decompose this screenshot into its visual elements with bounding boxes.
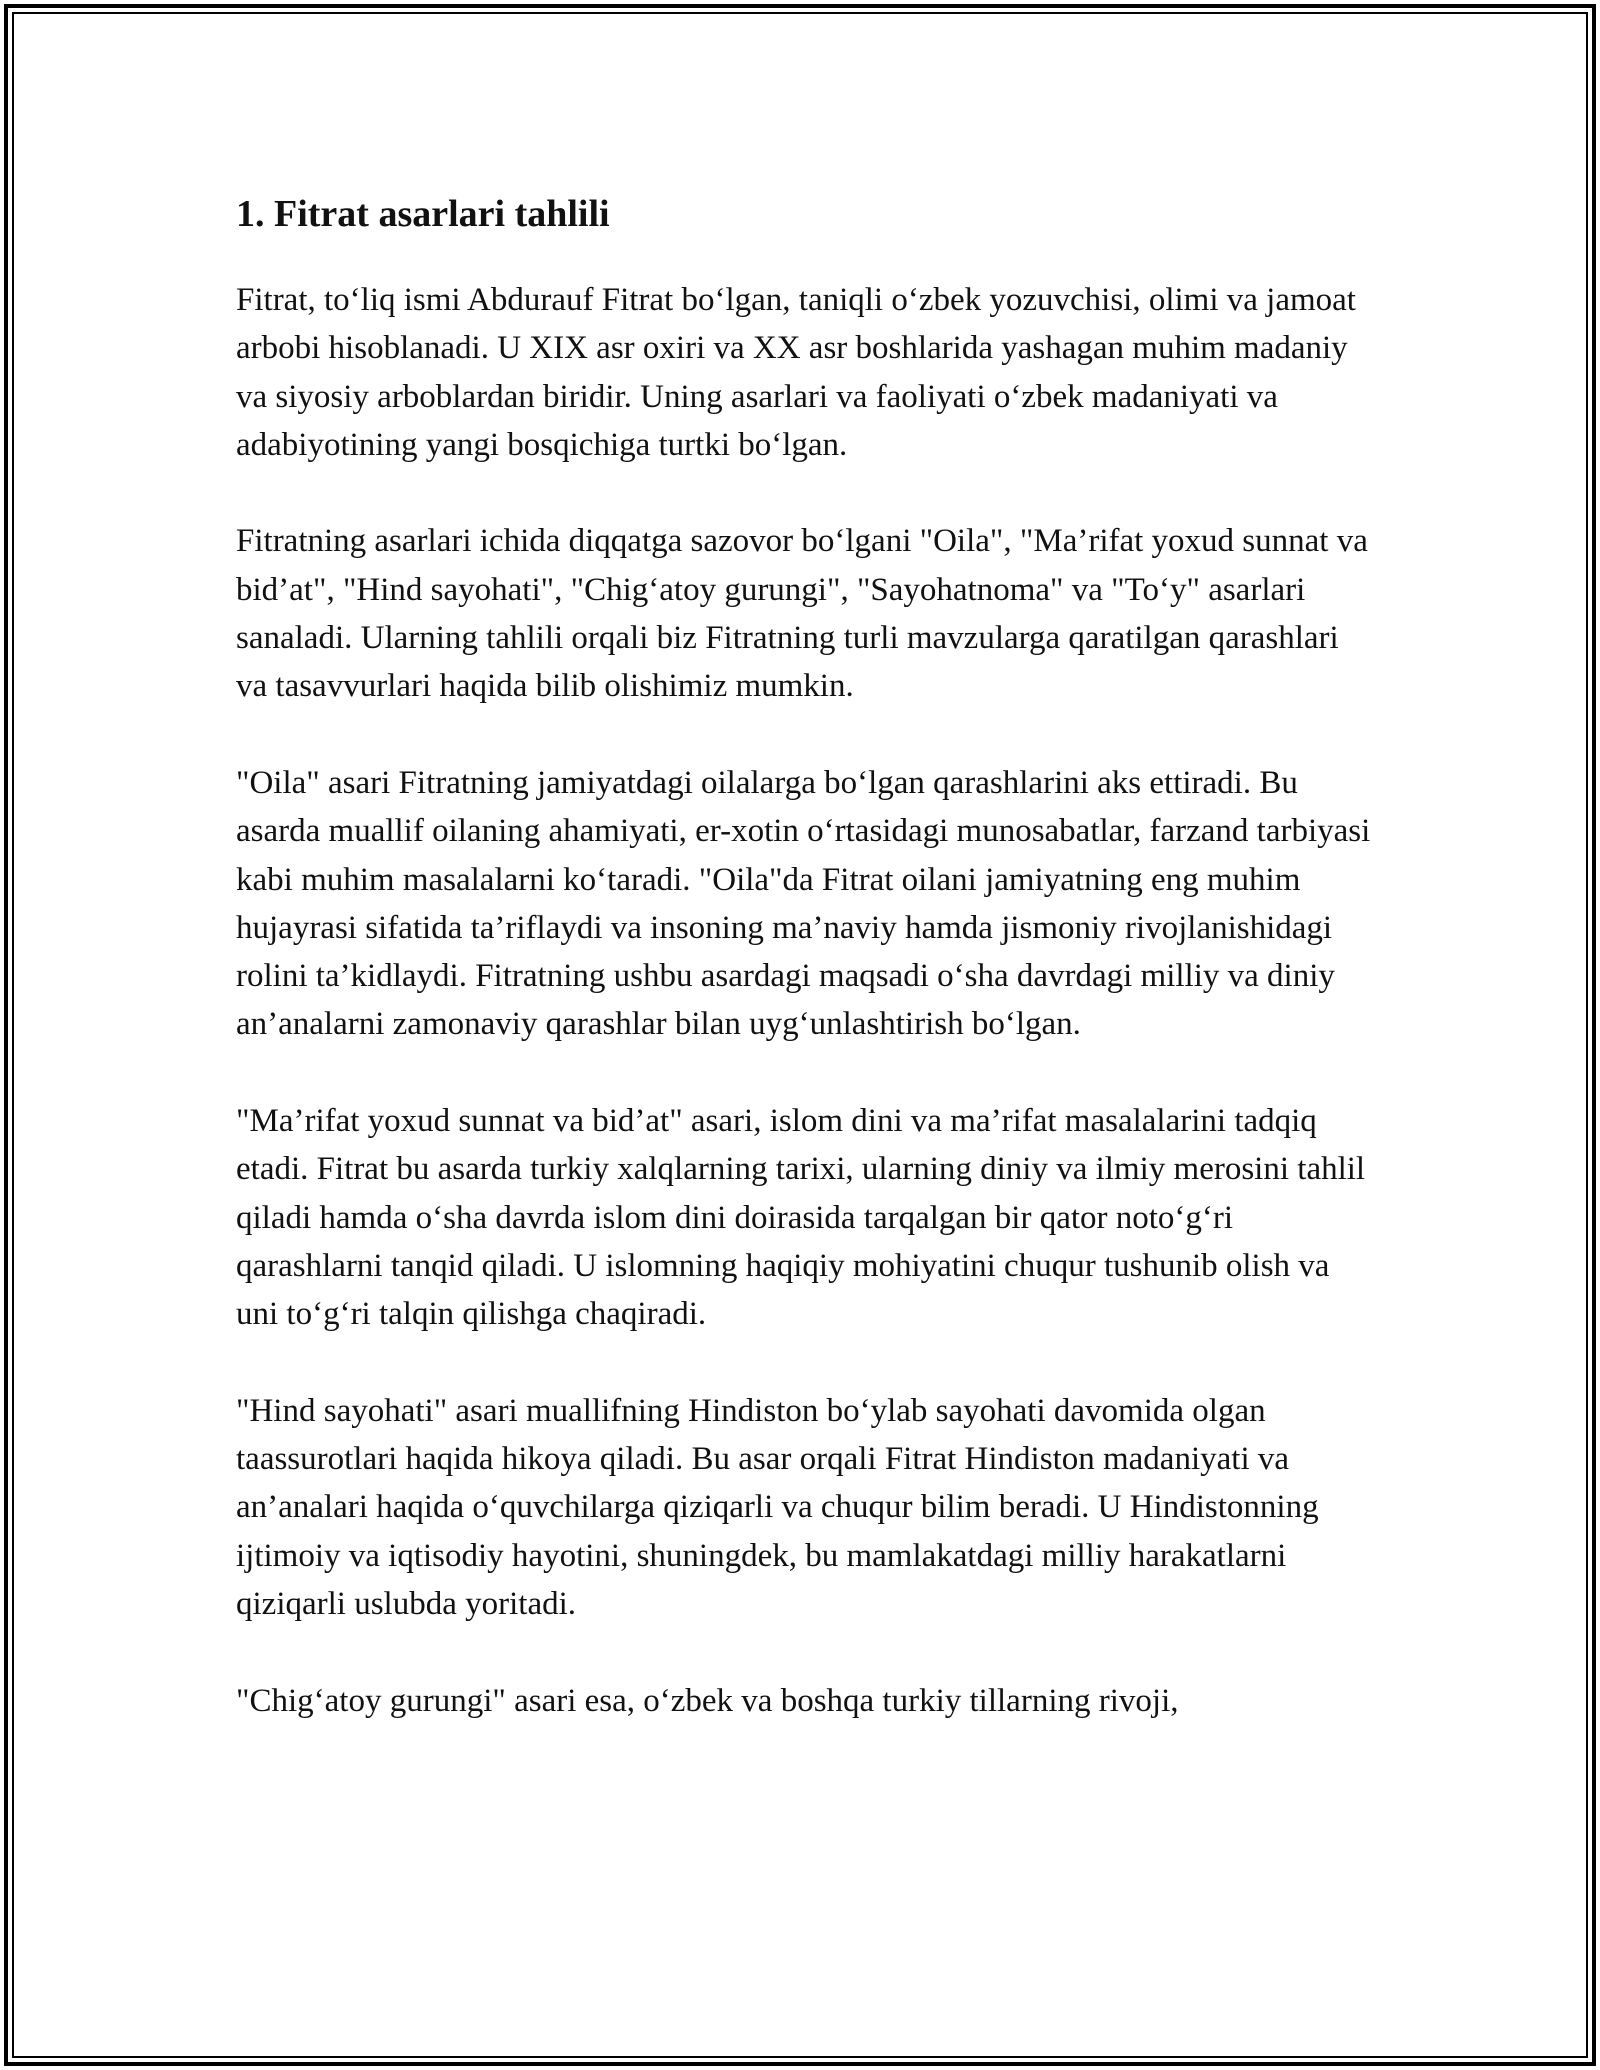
paragraph-works-list: Fitratning asarlari ichida diqqatga sazovor bo‘lgani "Oila", "Ma’rifat yoxud sunnat va bid’at", "Hind sayohati", "Chig‘atoy gurungi", "Sayohatnoma" va "To‘y" asarlari sanaladi. Ularning tahlili orqali biz Fitratning turli mavzularga qaratilgan qarashlari va tasavvurlari haqida bilib olishimiz mumkin. (236, 523, 1368, 705)
paragraph-marifat: "Ma’rifat yoxud sunnat va bid’at" asari, islom dini va ma’rifat masalalarini tadqiq etadi. Fitrat bu asarda turkiy xalqlarning tarixi, ularning diniy va ilmiy merosini tahlil qiladi hamda o‘sha davrda islom dini doirasida tarqalgan bir qator noto‘g‘ri qarashlarni tanqid qiladi. U islomning haqiqiy mohiyatini chuqur tushunib olish va uni to‘g‘ri talqin qilishga chaqiradi. (236, 1103, 1366, 1333)
paragraph-hind-sayohati: "Hind sayohati" asari muallifning Hindiston bo‘ylab sayohati davomida olgan taassurotlari haqida hikoya qiladi. Bu asar orqali Fitrat Hindiston madaniyati va an’analari haqida o‘quvchilarga qiziqarli va chuqur bilim beradi. U Hindistonning ijtimoiy va iqtisodiy hayotini, shuningdek, bu mamlakatdagi milliy harakatlarni qiziqarli uslubda yoritadi. (236, 1392, 1319, 1623)
paragraph-intro: Fitrat, to‘liq ismi Abdurauf Fitrat bo‘lgan, taniqli o‘zbek yozuvchisi, olimi va jamoat arbobi hisoblanadi. U XIX asr oxiri va XX asr boshlarida yashagan muhim madaniy va siyosiy arboblardan biridir. Uning asarlari va faoliyati o‘zbek madaniyati va adabiyotining yangi bosqichiga turtki bo‘lgan. (236, 282, 1356, 463)
document-body (236, 186, 1376, 1725)
paragraph-oila: "Oila" asari Fitratning jamiyatdagi oilalarga bo‘lgan qarashlarini aks ettiradi. Bu asarda muallif oilaning ahamiyati, er-xotin o‘rtasidagi munosabatlar, farzand tarbiyasi kabi muhim masalalarni ko‘taradi. "Oila"da Fitrat oilani jamiyatning eng muhim hujayrasi sifatida ta’riflaydi va insoning ma’naviy hamda jismoniy rivojlanishidagi rolini ta’kidlaydi. Fitratning ushbu asardagi maqsadi o‘sha davrdagi milliy va diniy an’analarni zamonaviy qarashlar bilan uyg‘unlashtirish bo‘lgan. (236, 764, 1371, 1043)
section-heading: 1. Fitrat asarlari tahlili (236, 193, 610, 235)
paragraph-chigatoy-gurungi: "Chig‘atoy gurungi" asari esa, o‘zbek va boshqa turkiy tillarning rivoji, (236, 1682, 1179, 1719)
